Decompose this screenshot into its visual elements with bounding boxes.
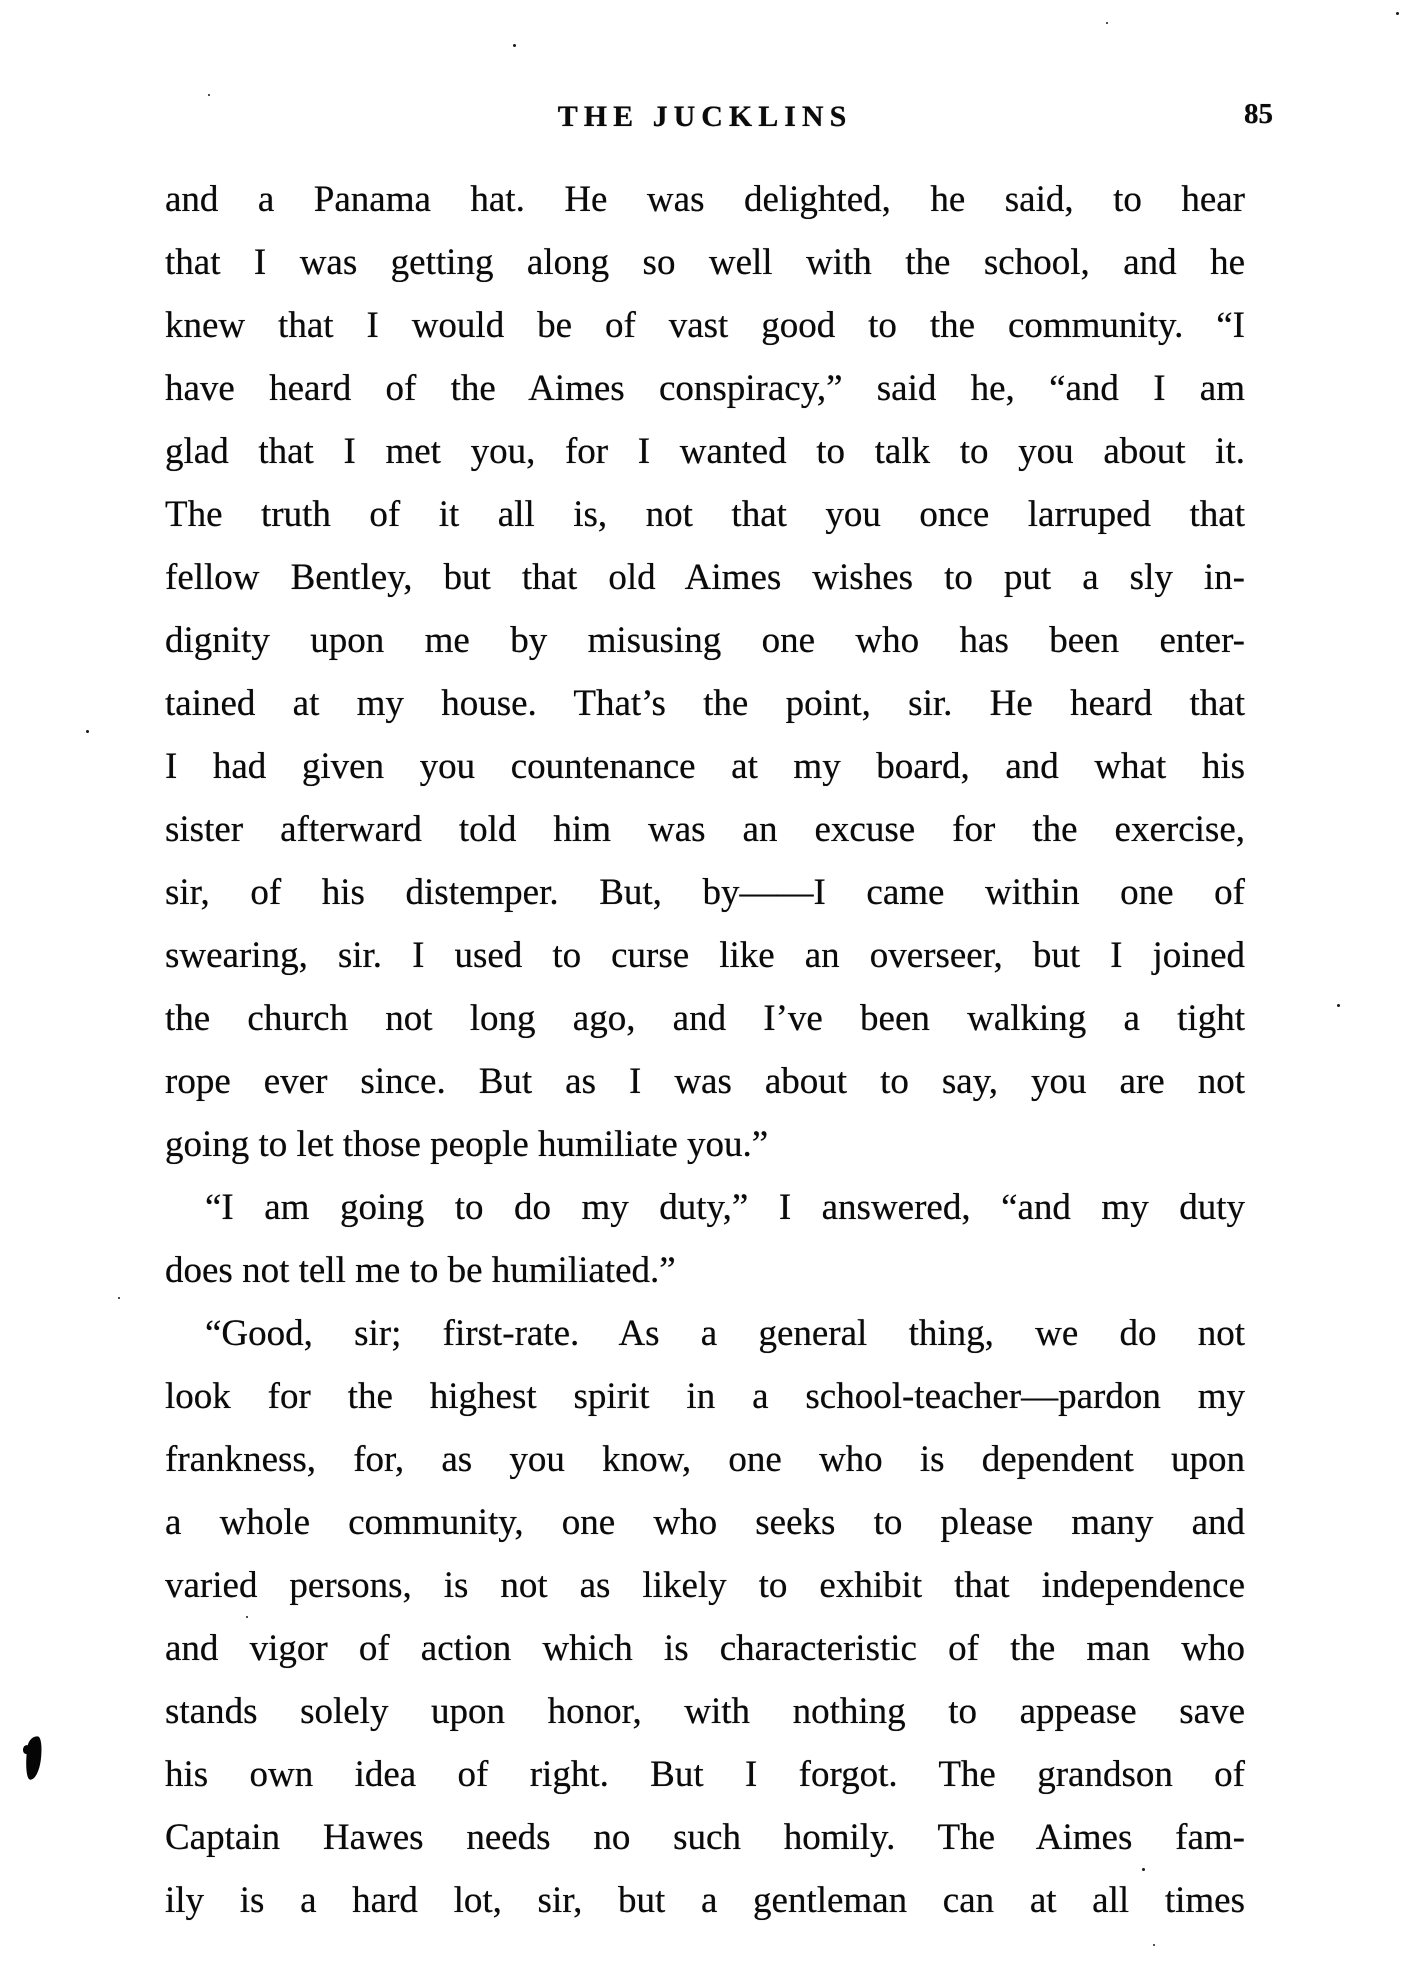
text-line: “Good, sir; first-rate. As a general thing, we do not xyxy=(205,1313,1245,1354)
text-line: tained at my house. That’s the point, sir. He heard that xyxy=(165,683,1245,724)
running-title: THE JUCKLINS xyxy=(557,100,853,133)
page-body xyxy=(165,168,1245,1932)
text-line: ily is a hard lot, sir, but a gentleman can at all times xyxy=(165,1880,1245,1921)
scan-speckle xyxy=(1396,12,1399,15)
text-line: swearing, sir. I used to curse like an overseer, but I joined xyxy=(165,935,1245,976)
paragraph xyxy=(165,168,1245,1176)
scan-speckle xyxy=(513,44,516,47)
text-line: Captain Hawes needs no such homily. The Aimes fam- xyxy=(165,1817,1245,1858)
text-line: varied persons, is not as likely to exhibit that independence xyxy=(165,1565,1245,1606)
ink-blot xyxy=(23,1735,43,1781)
text-line: that I was getting along so well with the school, and he xyxy=(165,242,1245,283)
text-line: “I am going to do my duty,” I answered, “and my duty xyxy=(205,1187,1245,1228)
text-line: rope ever since. But as I was about to say, you are not xyxy=(165,1061,1245,1102)
scan-speckle xyxy=(86,730,89,733)
text-line: glad that I met you, for I wanted to talk to you about it. xyxy=(165,431,1245,472)
text-line: frankness, for, as you know, one who is dependent upon xyxy=(165,1439,1245,1480)
scan-speckle xyxy=(1142,1868,1145,1871)
scan-speckle xyxy=(1337,1004,1340,1007)
scan-speckle xyxy=(208,94,210,96)
text-line: fellow Bentley, but that old Aimes wishes to put a sly in- xyxy=(165,557,1245,598)
text-line: stands solely upon honor, with nothing to appease save xyxy=(165,1691,1245,1732)
text-line: have heard of the Aimes conspiracy,” said he, “and I am xyxy=(165,368,1245,409)
text-line: sister afterward told him was an excuse for the exercise, xyxy=(165,809,1245,850)
text-line: does not tell me to be humiliated.” xyxy=(165,1250,676,1291)
text-line: and vigor of action which is characteristic of the man who xyxy=(165,1628,1245,1669)
page-number: 85 xyxy=(1244,98,1273,130)
scan-speckle xyxy=(1153,1944,1155,1946)
text-line: look for the highest spirit in a school-teacher—pardon my xyxy=(165,1376,1245,1417)
text-line: knew that I would be of vast good to the community. “I xyxy=(165,305,1245,346)
text-line: sir, of his distemper. But, by——I came within one of xyxy=(165,872,1245,913)
page-header xyxy=(165,98,1273,144)
text-line: and a Panama hat. He was delighted, he said, to hear xyxy=(165,179,1245,220)
text-line: dignity upon me by misusing one who has been enter- xyxy=(165,620,1245,661)
text-line: his own idea of right. But I forgot. The grandson of xyxy=(165,1754,1245,1795)
text-line: The truth of it all is, not that you once larruped that xyxy=(165,494,1245,535)
scan-speckle xyxy=(118,1297,120,1299)
scan-speckle xyxy=(246,1616,248,1618)
text-line: a whole community, one who seeks to please many and xyxy=(165,1502,1245,1543)
text-line: I had given you countenance at my board, and what his xyxy=(165,746,1245,787)
paragraph xyxy=(165,1176,1245,1302)
paragraph xyxy=(165,1302,1245,1932)
scan-speckle xyxy=(1106,22,1108,24)
text-line: going to let those people humiliate you.” xyxy=(165,1124,769,1165)
text-line: the church not long ago, and I’ve been walking a tight xyxy=(165,998,1245,1039)
